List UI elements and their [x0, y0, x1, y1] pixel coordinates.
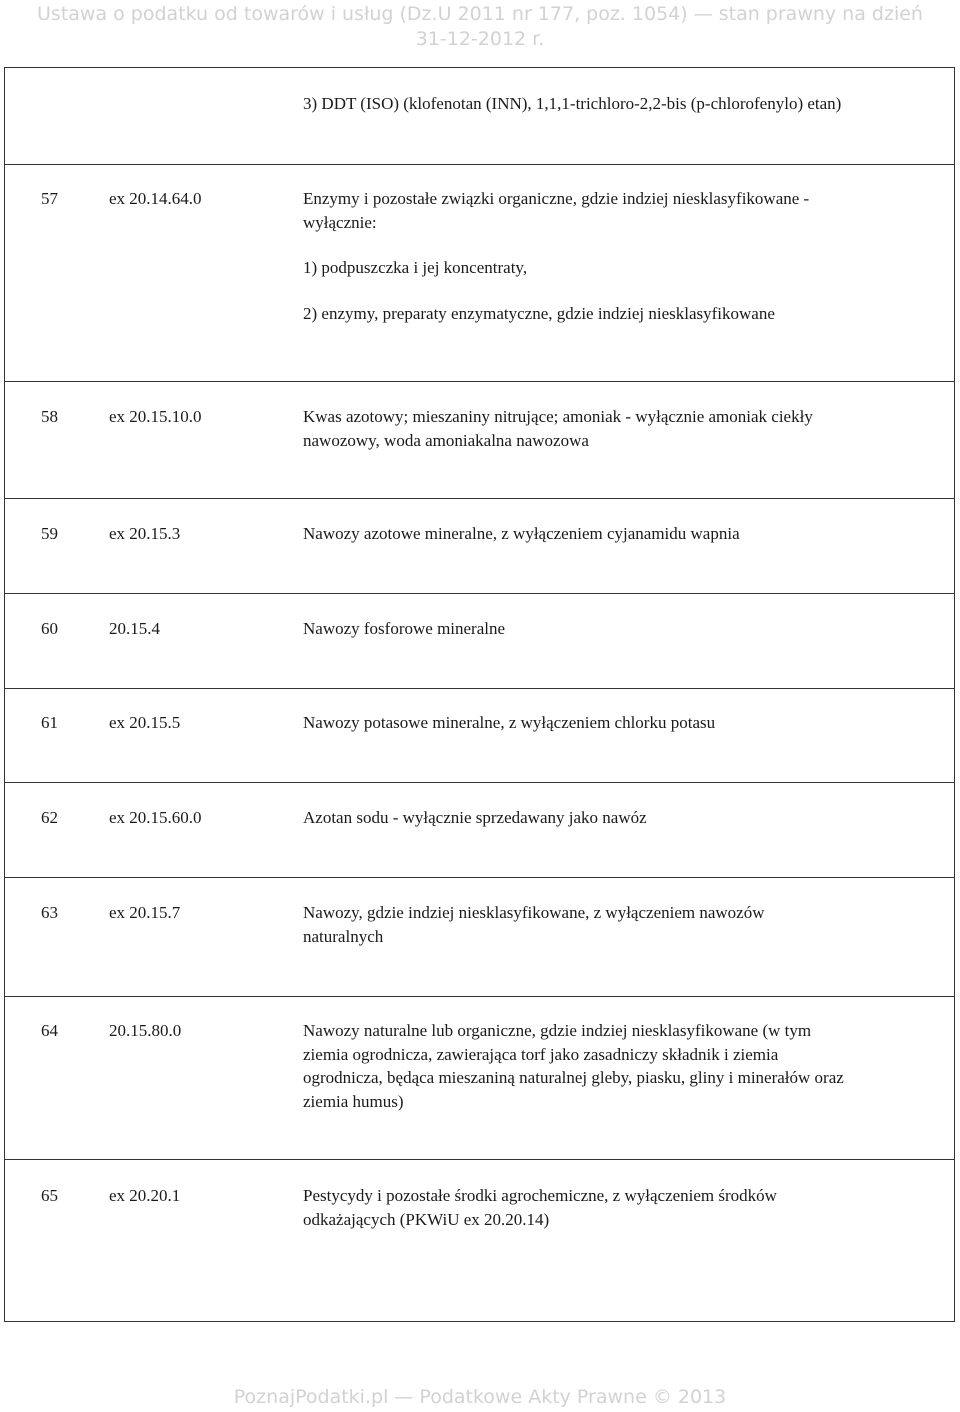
description-line: odkażających (PKWiU ex 20.20.14): [303, 1209, 550, 1229]
row-description: [303, 901, 933, 948]
row-code: ex 20.20.1: [109, 1186, 181, 1205]
row-code: ex 20.14.64.0: [109, 189, 202, 208]
table-row: [5, 1159, 954, 1322]
row-description: [303, 187, 933, 325]
row-code: ex 20.15.7: [109, 903, 181, 922]
table-row: [5, 164, 954, 382]
description-line: Kwas azotowy; mieszaniny nitrujące; amoniak - wyłącznie amoniak ciekły: [303, 407, 813, 426]
description-line: Nawozy fosforowe mineralne: [303, 619, 506, 638]
description-line: ziemia humus): [303, 1091, 404, 1111]
row-description: [303, 617, 933, 641]
description-line: Enzymy i pozostałe związki organiczne, gdzie indziej niesklasyfikowane -: [303, 189, 810, 208]
table-row: [5, 782, 954, 878]
row-number: 64: [41, 1021, 58, 1040]
description-line: ziemia ogrodnicza, zawierająca torf jako zasadniczy składnik i ziemia: [303, 1044, 779, 1064]
row-description: [303, 711, 933, 735]
description-line: ogrodnicza, będąca mieszaniną naturalnej gleby, piasku, gliny i minerałów oraz: [303, 1068, 844, 1087]
row-number: 61: [41, 713, 58, 732]
row-description: [303, 405, 933, 452]
table-row: [5, 688, 954, 783]
goods-table: [4, 67, 955, 1322]
row-code: ex 20.15.5: [109, 713, 181, 732]
table-row: [5, 877, 954, 997]
row-description: [303, 806, 933, 830]
header-title-line2: 31-12-2012 r.: [415, 28, 545, 50]
table-row: [5, 996, 954, 1160]
row-description: [303, 522, 933, 546]
row-number: 59: [41, 524, 58, 543]
description-line: nawozowy, woda amoniakalna nawozowa: [303, 430, 589, 450]
row-description: [303, 1019, 933, 1113]
row-number: 63: [41, 903, 58, 922]
description-line: Azotan sodu - wyłącznie sprzedawany jako nawóz: [303, 808, 647, 827]
row-code: ex 20.15.60.0: [109, 808, 202, 827]
row-code: ex 20.15.10.0: [109, 407, 202, 426]
table-row: [5, 498, 954, 594]
row-number: 57: [41, 189, 58, 208]
page-footer: PoznajPodatki.pl — Podatkowe Akty Prawne © 2013: [233, 1386, 727, 1408]
table-row-intro: [5, 68, 954, 164]
description-line: Nawozy, gdzie indziej niesklasyfikowane, z wyłączeniem nawozów: [303, 903, 765, 922]
description-line: naturalnych: [303, 926, 384, 946]
description-line: 2) enzymy, preparaty enzymatyczne, gdzie indziej niesklasyfikowane: [303, 303, 775, 323]
row-number: 60: [41, 619, 58, 638]
header-title-line1: Ustawa o podatku od towarów i usług (Dz.U 2011 nr 177, poz. 1054) — stan prawny na dzień: [37, 3, 923, 25]
description-line: Nawozy naturalne lub organiczne, gdzie indziej niesklasyfikowane (w tym: [303, 1021, 812, 1040]
intro-text: 3) DDT (ISO) (klofenotan (INN), 1,1,1-trichloro-2,2-bis (p-chlorofenylo) etan): [303, 94, 842, 113]
table-row: [5, 593, 954, 689]
description-line: Pestycydy i pozostałe środki agrochemiczne, z wyłączeniem środków: [303, 1186, 777, 1205]
row-description: [303, 1184, 933, 1231]
row-code: ex 20.15.3: [109, 524, 181, 543]
row-code: 20.15.4: [109, 619, 160, 638]
table-row: [5, 381, 954, 499]
row-number: 58: [41, 407, 58, 426]
description-line: 1) podpuszczka i jej koncentraty,: [303, 258, 528, 277]
row-number: 62: [41, 808, 58, 827]
description-line: Nawozy azotowe mineralne, z wyłączeniem cyjanamidu wapnia: [303, 524, 740, 543]
description-line: wyłącznie:: [303, 212, 377, 232]
description-line: Nawozy potasowe mineralne, z wyłączeniem chlorku potasu: [303, 713, 716, 732]
row-number: 65: [41, 1186, 58, 1205]
row-code: 20.15.80.0: [109, 1021, 182, 1040]
